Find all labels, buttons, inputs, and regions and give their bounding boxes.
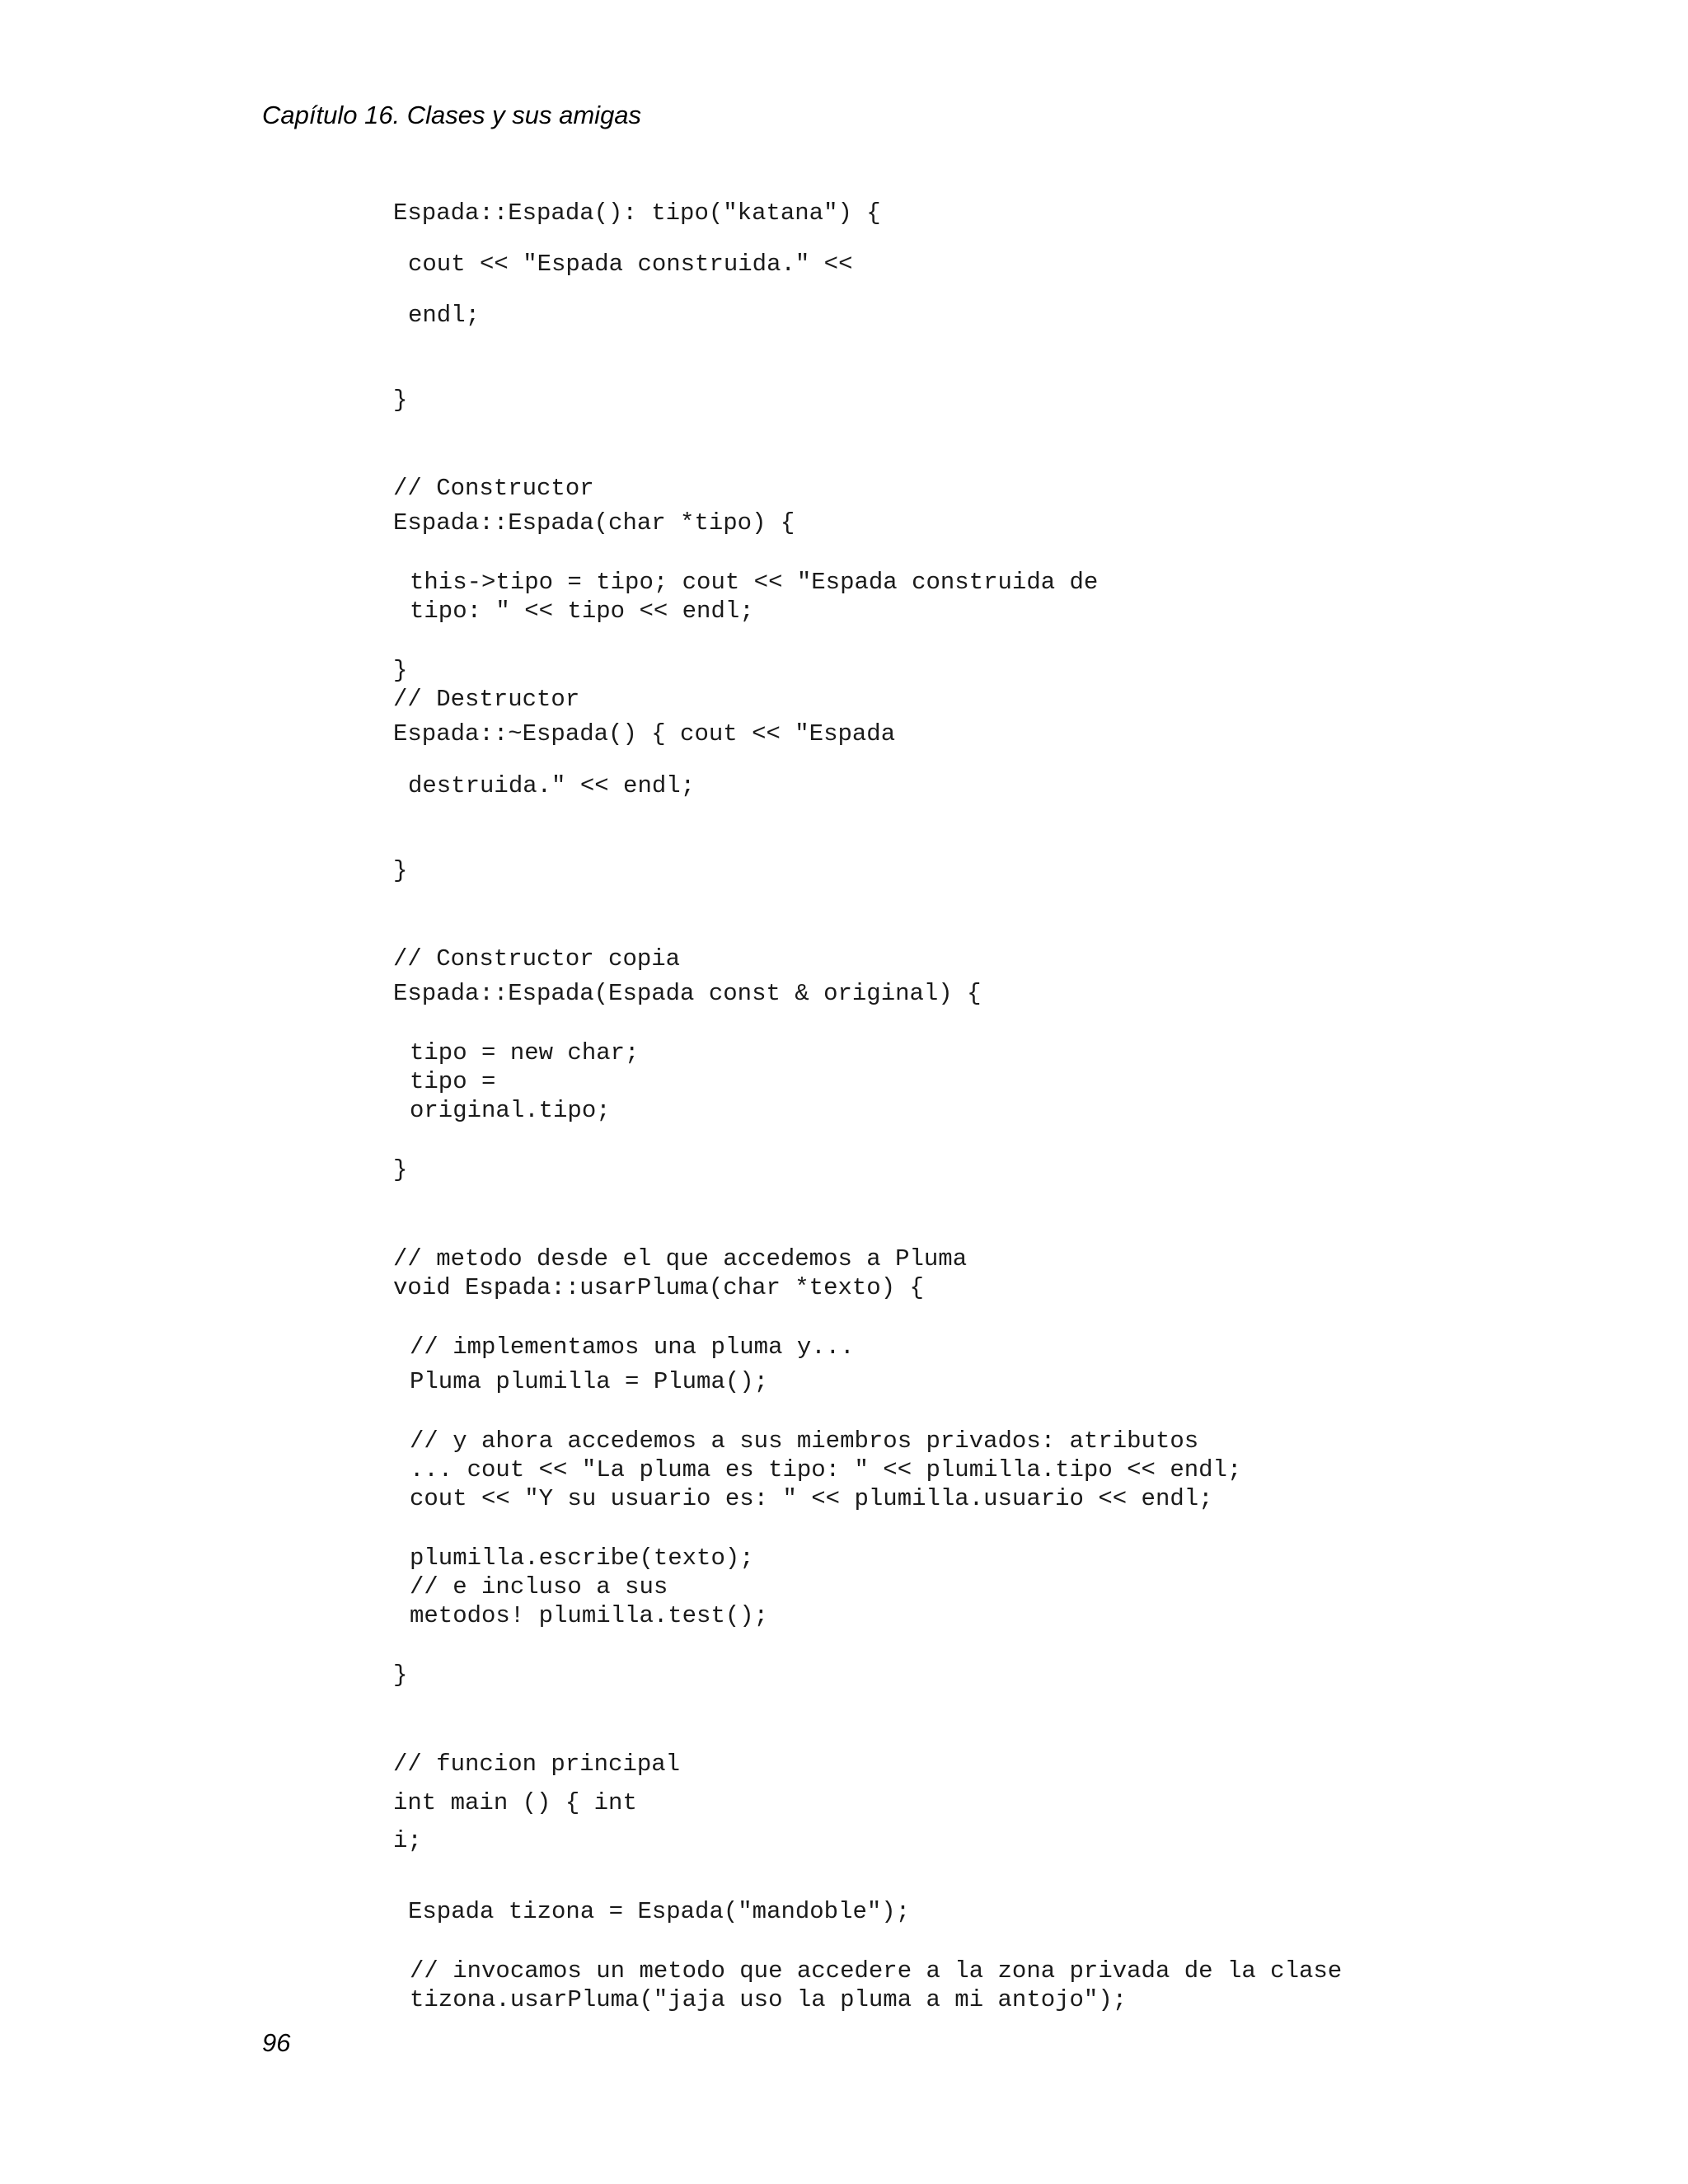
- code-line: // Constructor copia: [393, 945, 681, 972]
- page-number: 96: [262, 2028, 291, 2057]
- code-line: // implementamos una pluma y...: [410, 1333, 855, 1361]
- code-line: tipo: " << tipo << endl;: [410, 598, 754, 625]
- code-line: destruida." << endl;: [408, 772, 696, 799]
- code-line: Espada::Espada(Espada const & original) {: [393, 980, 982, 1007]
- code-line: // metodo desde el que accedemos a Pluma: [393, 1245, 968, 1272]
- code-line: Espada::Espada(): tipo("katana") {: [393, 199, 881, 227]
- code-line: tipo =: [410, 1068, 496, 1095]
- code-line: }: [393, 1156, 408, 1183]
- code-line: // Destructor: [393, 686, 580, 713]
- code-line: // invocamos un metodo que accedere a la zona privada de la clase: [410, 1957, 1343, 1985]
- code-line: tizona.usarPluma("jaja uso la pluma a mi antojo");: [410, 1986, 1128, 2013]
- code-line: Pluma plumilla = Pluma();: [410, 1368, 769, 1395]
- code-line: int main () { int: [393, 1789, 637, 1816]
- code-line: original.tipo;: [410, 1097, 611, 1124]
- code-line: // Constructor: [393, 475, 594, 502]
- code-line: Espada::Espada(char *tipo) {: [393, 509, 795, 537]
- code-line: endl;: [408, 302, 481, 329]
- code-line: Espada tizona = Espada("mandoble");: [408, 1898, 911, 1925]
- code-line: this->tipo = tipo; cout << "Espada construida de: [410, 569, 1099, 596]
- code-line: ... cout << "La pluma es tipo: " << plumilla.tipo << endl;: [410, 1456, 1242, 1483]
- code-line: i;: [393, 1827, 422, 1854]
- code-line: Espada::~Espada() { cout << "Espada: [393, 720, 896, 748]
- code-line: }: [393, 857, 408, 884]
- code-line: }: [393, 387, 408, 414]
- running-header: Capítulo 16. Clases y sus amigas: [262, 101, 642, 129]
- code-line: }: [393, 657, 408, 684]
- code-line: void Espada::usarPluma(char *texto) {: [393, 1274, 924, 1301]
- code-line: // funcion principal: [393, 1750, 681, 1778]
- code-line: metodos! plumilla.test();: [410, 1602, 769, 1629]
- code-line: plumilla.escribe(texto);: [410, 1544, 754, 1572]
- code-line: }: [393, 1661, 408, 1689]
- code-line: tipo = new char;: [410, 1039, 640, 1066]
- code-line: cout << "Y su usuario es: " << plumilla.usuario << endl;: [410, 1485, 1213, 1512]
- code-line: // y ahora accedemos a sus miembros privados: atributos: [410, 1427, 1199, 1455]
- code-line: // e incluso a sus: [410, 1573, 668, 1601]
- code-line: cout << "Espada construida." <<: [408, 251, 853, 278]
